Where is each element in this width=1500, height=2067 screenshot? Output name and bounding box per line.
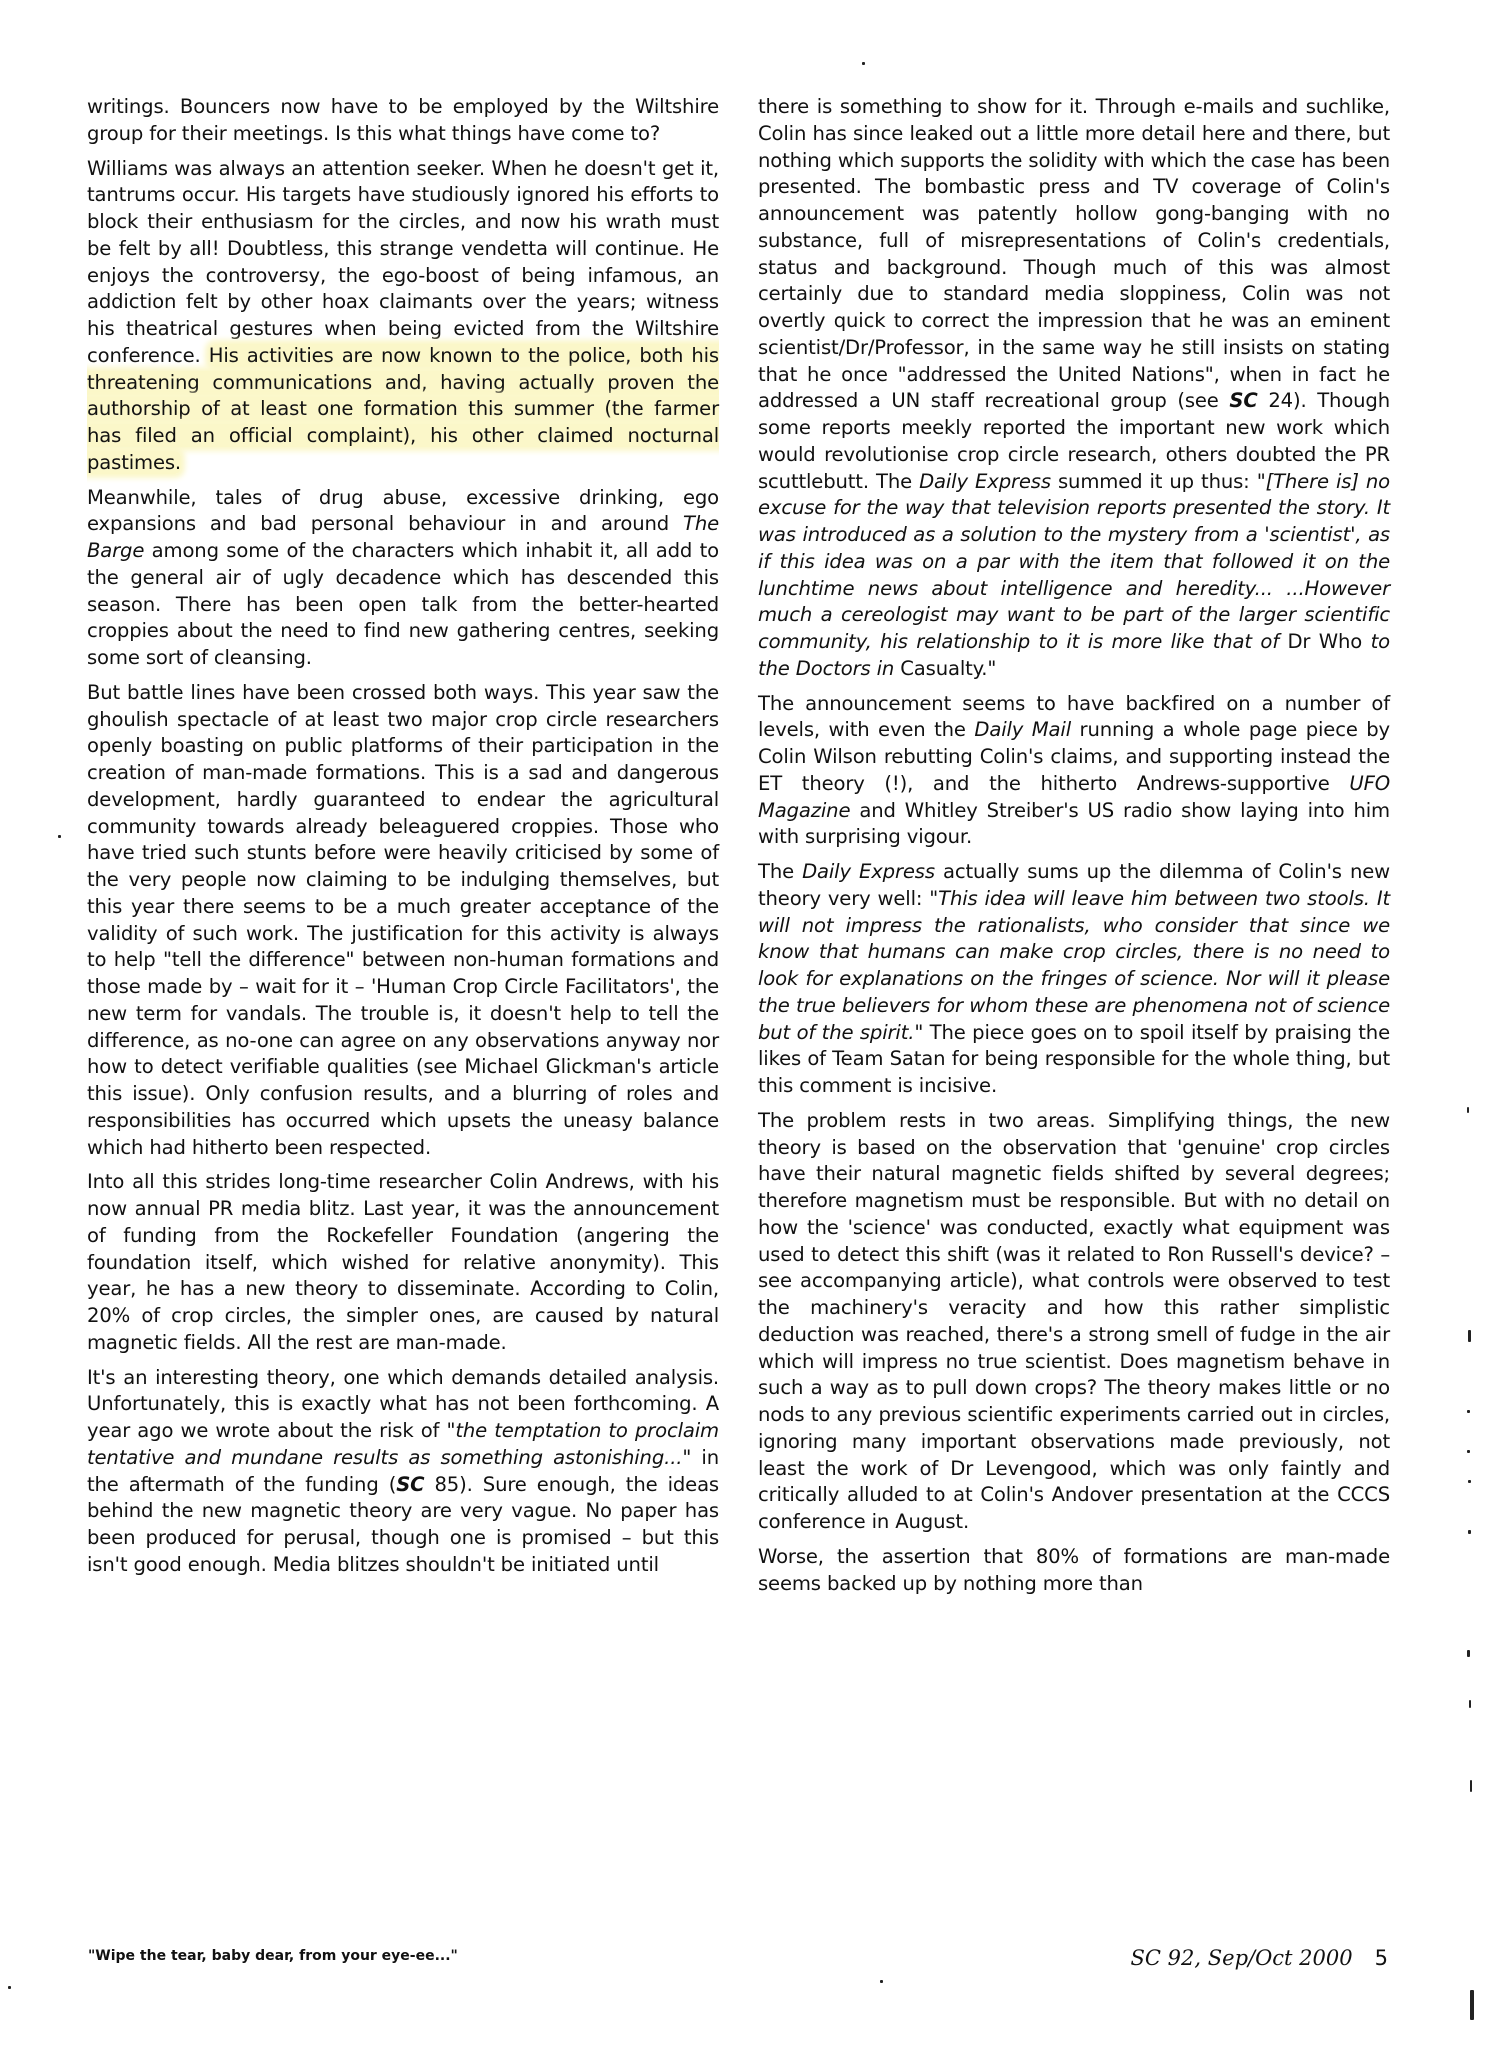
right-column: [758, 94, 1390, 1605]
text-run: Williams was always an attention seeker. When he doesn't get it, tantrums occur. His targets have studiously ignored his efforts to block their enthusiasm for the circles, and now his wrath must be felt by all! Doubtless, this strange vendetta will continue. He enjoys the controversy, the ego-boost of being infamous, an addiction felt by other hoax claimants over the years; witness his theatrical gestures when being evicted from the Wiltshire conference.: [87, 156, 719, 367]
footer-quote: "Wipe the tear, baby dear, from your eye-ee...": [88, 1948, 458, 1964]
text-run: Into all this strides long-time researcher Colin Andrews, with his now annual PR media blitz. Last year, it was the announcement of funding from the Rockefeller Foundation (angering the foundation itself, which wished for relative anonymity). This year, he has a new theory to disseminate. According to Colin, 20% of crop circles, the simpler ones, are caused by natural magnetic fields. All the rest are man-made.: [87, 1170, 719, 1354]
italic-text: UFO Magazine: [758, 771, 1390, 822]
journal-abbreviation: SC: [1229, 389, 1258, 413]
italic-text: the temptation to proclaim tentative and mundane results as something astonishing...: [87, 1419, 719, 1469]
italic-text: Daily Express: [802, 860, 935, 883]
text-run: running a whole page piece by Colin Wilson rebutting Colin's claims, and supporting instead the ET theory (!), and the hitherto Andrews-supportive: [758, 718, 1391, 795]
text-run: summed it up thus: ": [1050, 469, 1266, 493]
text-run: there is something to show for it. Through e-mails and suchlike, Colin has since leaked out a little more detail here and there, but nothing which supports the solidity with which the case has been presented. The bombastic press and TV coverage of Colin's announcement was patently hollow gong-banging with no substance, full of misrepresentations of Colin's credentials, status and background. Though much of this was almost certainly due to standard media sloppiness, Colin was not overtly quick to correct the impression that he was an eminent scientist/Dr/Professor, in the same way he still insists on stating that he once "addressed the United Nations", when in fact he addressed a UN staff recreational group (see: [758, 95, 1390, 413]
text-run: actually sums up the dilemma of Colin's new theory very well: ": [758, 860, 1390, 910]
scan-speck: [58, 835, 61, 838]
journal-abbreviation: SC: [396, 1472, 425, 1496]
scan-speck: [1468, 1530, 1471, 1534]
scan-speck: [1467, 1450, 1470, 1453]
italic-text: The Barge: [87, 512, 719, 562]
paragraph: [87, 1365, 719, 1579]
text-run: 85). Sure enough, the ideas behind the new magnetic theory are very vague. No paper has been produced for perusal, though one is promised – but this isn't good enough. Media blitzes shouldn't be initiated until: [87, 1472, 719, 1576]
paragraph: [87, 94, 719, 148]
paragraph: [87, 485, 719, 672]
paragraph: [87, 680, 719, 1162]
text-run: Worse, the assertion that 80% of formations are man-made seems backed up by nothing more than: [758, 1544, 1390, 1595]
italic-text: Doctors in: [795, 656, 901, 680]
paragraph: [758, 691, 1390, 852]
issue-reference: SC 92, Sep/Oct 2000: [1130, 1946, 1353, 1970]
italic-text: to the: [758, 630, 1390, 680]
scan-speck: [862, 62, 865, 65]
text-run: Dr Who: [1287, 630, 1363, 653]
text-run: Meanwhile, tales of drug abuse, excessive drinking, ego expansions and bad personal behaviour in and around: [87, 485, 719, 536]
paragraph: [87, 1169, 719, 1356]
text-run: writings. Bouncers now have to be employed by the Wiltshire group for their meetings. Is this what things have come to?: [87, 95, 719, 145]
scan-speck: [1467, 1107, 1469, 1113]
text-run: " in the aftermath of the funding (: [87, 1445, 719, 1496]
scan-speck: [1467, 1410, 1470, 1413]
text-run: The: [758, 860, 803, 883]
text-run: and Whitley Streiber's US radio show laying into him with surprising vigour.: [758, 798, 1390, 849]
left-column: [87, 94, 719, 1587]
page-number: 5: [1374, 1946, 1388, 1970]
scan-speck: [8, 1986, 11, 1989]
text-run: Casualty.: [900, 656, 988, 680]
scan-speck: [1467, 1650, 1470, 1657]
scan-speck: [1470, 1990, 1474, 2020]
scan-speck: [880, 1980, 883, 1983]
footer-folio: [1131, 1946, 1388, 1970]
scan-speck: [1468, 1330, 1471, 1342]
italic-text: This idea will leave him between two stools. It will not impress the rationalists, who consider that since we know that humans can make crop circles, there is no need to look for explanations on the fringes of science. Nor will it please the true believers for whom these are phenomena not of science but of the spirit.: [758, 886, 1390, 1044]
text-run: ": [987, 656, 997, 680]
highlighted-text: His activities are now known to the police, both his threatening communications and, having actually proven the authorship of at least one formation this summer (the farmer has filed an official complaint), his other claimed nocturnal pastimes.: [87, 343, 719, 474]
paragraph: [758, 1108, 1390, 1536]
text-run: " The piece goes on to spoil itself by praising the likes of Team Satan for being responsible for the whole thing, but this comment is incisive.: [758, 1020, 1390, 1097]
text-run: among some of the characters which inhabit it, all add to the general air of ugly decadence which has descended this season. There has been open talk from the better-hearted croppies about the need to find new gathering centres, seeking some sort of cleansing.: [87, 539, 719, 669]
paragraph: [758, 859, 1390, 1100]
text-run: The announcement seems to have backfired on a number of levels, with even the: [758, 691, 1390, 742]
text-run: 24). Though some reports meekly reported the important new work which would revolutionise crop circle research, others doubted the PR scuttlebutt. The: [758, 389, 1390, 493]
text-run: It's an interesting theory, one which demands detailed analysis. Unfortunately, this is exactly what has not been forthcoming. A year ago we wrote about the risk of ": [87, 1365, 719, 1442]
paragraph: [758, 1544, 1390, 1598]
italic-text: [There is] no excuse for the way that television reports presented the story. It was introduced as a solution to the mystery from a 'scientist', as if this idea was on a par with the item that followed it on the lunchtime news about intelligence and heredity... ...However much a cereologist may want to be part of the larger scientific community, his relationship to it is more like that of: [758, 469, 1391, 653]
scan-speck: [1468, 1480, 1471, 1483]
text-run: The problem rests in two areas. Simplifying things, the new theory is based on the observation that 'genuine' crop circles have their natural magnetic fields shifted by several degrees; therefore magnetism must be responsible. But with no detail on how the 'science' was conducted, exactly what equipment was used to detect this shift (was it related to Ron Russell's device? – see accompanying article), what controls were observed to test the machinery's veracity and how this rather simplistic deduction was reached, there's a strong smell of fudge in the air which will impress no true scientist. Does magnetism behave in such a way as to pull down crops? The theory makes little or no nods to any previous scientific experiments carried out in circles, ignoring many important observations made previously, not least the work of Dr Levengood, which was only faintly and critically alluded to at Colin's Andover presentation at the CCCS conference in August.: [758, 1108, 1390, 1533]
italic-text: Daily Express: [919, 469, 1051, 493]
text-run: But battle lines have been crossed both ways. This year saw the ghoulish spectacle of at least two major crop circle researchers openly boasting on public platforms of their participation in the creation of man-made formations. This is a sad and dangerous development, hardly guaranteed to endear the agricultural community towards already beleaguered croppies. Those who have tried such stunts before were heavily criticised by some of the very people now claiming to be indulging themselves, but this year there seems to be a much greater acceptance of the validity of such work. The justification for this activity is always to help "tell the difference" between non-human formations and those made by – wait for it – 'Human Crop Circle Facilitators', the new term for vandals. The trouble is, it doesn't help to tell the difference, as no-one can agree on any observations anyway nor how to detect verifiable qualities (see Michael Glickman's article this issue). Only confusion results, and a blurring of roles and responsibilities has occurred which upsets the uneasy balance which had hitherto been respected.: [87, 680, 719, 1159]
italic-text: Daily Mail: [974, 718, 1071, 742]
scan-speck: [1469, 1700, 1471, 1708]
paragraph: [87, 156, 719, 477]
scan-speck: [1470, 1780, 1472, 1792]
paragraph: [758, 94, 1390, 683]
